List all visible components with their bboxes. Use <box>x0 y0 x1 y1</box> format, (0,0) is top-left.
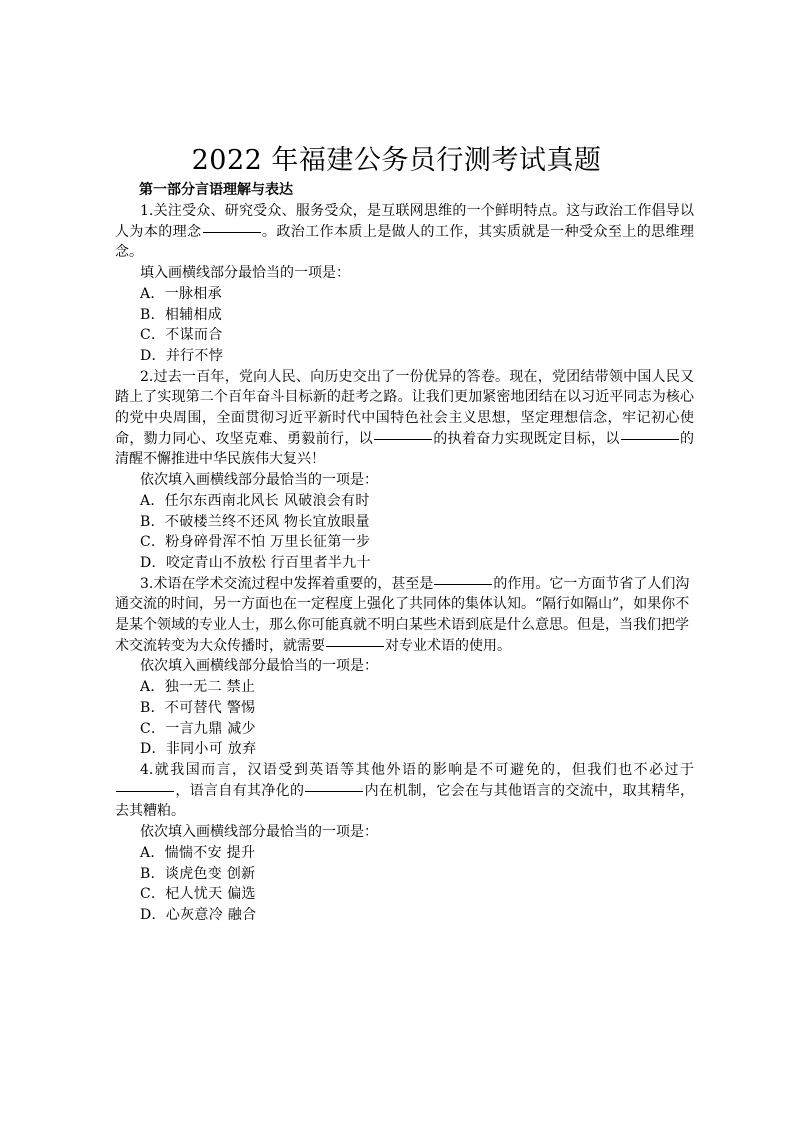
question-stem <box>115 574 694 657</box>
stem-text: 的清醒不懈推进中华民族伟大复兴！ <box>115 430 695 468</box>
option-c: C．粉身碎骨浑不怕 万里长征第一步 <box>140 534 371 551</box>
stem-text: 2.过去一百年，党向人民、向历史交出了一份优异的答卷。现在，党团结带领中国人民又踏上了实现第二个百年奋斗目标新的赶考之路。让我们更加紧密地团结在以习近平同志为核心的党中央周围，全面贯彻习近平新时代中国特色社会主义思想，坚定理想信念，牢记初心使命，勠力同心、攻坚克难、勇毅前行，以 <box>115 368 694 447</box>
option-b: B．不破楼兰终不还风 物长宜放眼量 <box>140 513 370 530</box>
option-a: A．惴惴不安 提升 <box>140 844 256 861</box>
stem-text: 对专业术语的使用。 <box>385 637 511 654</box>
stem-text: 内在机制，它会在与其他语言的交流中，取其精华，去其糟粕。 <box>115 782 695 820</box>
section-heading: 第一部分言语理解与表达 <box>139 182 293 198</box>
question-stem <box>115 367 694 471</box>
question-stem <box>115 760 694 822</box>
option-b: B．不可替代 警惕 <box>140 699 256 716</box>
stem-text: 3.术语在学术交流过程中发挥着重要的，甚至是 <box>140 575 434 592</box>
answer-blank <box>434 584 492 585</box>
stem-text: 4.就我国而言，汉语受到英语等其他外语的影响是不可避免的，但我们也不必过于 <box>140 761 694 778</box>
answer-blank <box>374 439 432 440</box>
stem-text: 的执着奋力实现既定目标，以 <box>433 430 620 447</box>
option-a: A．任尔东西南北风长 风破浪会有时 <box>140 492 370 509</box>
option-b: B．相辅相成 <box>140 306 223 323</box>
question-prompt: 依次填入画横线部分最恰当的一项是： <box>140 658 378 675</box>
stem-text: 1.关注受众、研究受众、服务受众，是互联网思维的一个鲜明特点。这与政治工作倡导以人为本的理念 <box>115 203 694 240</box>
option-a: A．独一无二 禁止 <box>140 679 256 696</box>
stem-text: 。政治工作本质上是做人的工作，其实质就是一种受众至上的思维理念。 <box>115 223 694 261</box>
option-a: A．一脉相承 <box>140 285 222 302</box>
option-d: D．心灰意冷 融合 <box>140 906 257 923</box>
option-c: C．一言九鼎 减少 <box>140 720 256 737</box>
option-d: D．咬定青山不放松 行百里者半九十 <box>140 554 371 571</box>
answer-blank <box>116 791 174 792</box>
question-3 <box>115 574 694 760</box>
option-c: C．杞人忧天 偏选 <box>140 886 256 903</box>
question-2 <box>115 367 694 574</box>
answer-blank <box>203 232 261 233</box>
question-1 <box>115 201 694 367</box>
stem-text: 的作用。它一方面节省了人们沟通交流的时间，另一方面也在一定程度上强化了共同体的集体认知。“隔行如隔山”，如果你不是某个领域的专业人士，那么你可能真就不明白某些术语到底是什么意思。但是，当我们把学术交流转变为大众传播时，就需要 <box>115 575 690 654</box>
question-prompt: 填入画横线部分最恰当的一项是： <box>140 265 350 282</box>
option-b: B．谈虎色变 创新 <box>140 865 256 882</box>
question-stem <box>115 201 694 263</box>
stem-text: ，语言自有其净化的 <box>175 782 305 799</box>
answer-blank <box>326 646 384 647</box>
option-d: D．并行不悖 <box>140 347 224 364</box>
answer-blank <box>305 791 363 792</box>
option-c: C．不谋而合 <box>140 327 223 344</box>
question-4 <box>115 760 694 926</box>
question-prompt: 依次填入画横线部分最恰当的一项是： <box>140 472 378 489</box>
option-d: D．非同小可 放弃 <box>140 741 257 758</box>
questions-container <box>115 201 694 926</box>
answer-blank <box>621 439 679 440</box>
document-title: 2022 年福建公务员行测考试真题 <box>191 145 602 176</box>
question-prompt: 依次填入画横线部分最恰当的一项是： <box>140 824 378 841</box>
